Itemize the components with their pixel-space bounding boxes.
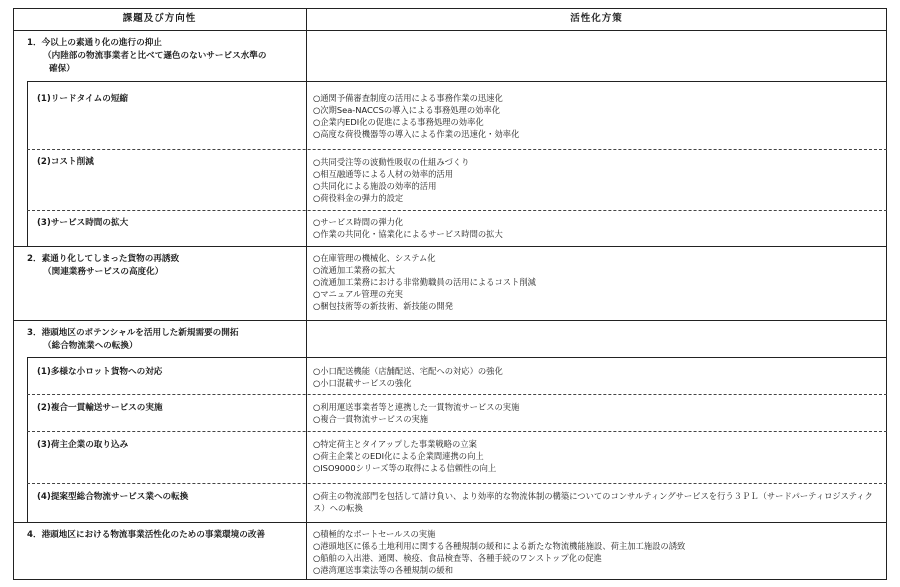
- section-1-subtitle: （内陸部の物流事業者と比べて遜色のないサービス水準の: [43, 51, 267, 61]
- measure-1-1-2: ○次期Sea-NACCSの導入による事務処理の効率化: [313, 105, 501, 115]
- section-2-measures: [313, 252, 879, 312]
- measure-1-3-2: ○作業の共同化・協業化によるサービス時間の拡大: [313, 229, 503, 239]
- measure-3-1-1: ○小口配送機能（店舗配送、宅配への対応）の強化: [313, 366, 503, 376]
- measure-1-2-2: ○相互融通等による人材の効率的活用: [313, 169, 453, 179]
- section-3-subtitle: （総合物流業への転換）: [43, 341, 138, 351]
- measure-1-2-1: ○共同受注等の波動性吸収の仕組みづくり: [313, 157, 470, 167]
- measure-4-3: ○船舶の入出港、通関、検疫、食品検査等、各種手続のワンストップ化の促進: [313, 553, 602, 563]
- measure-3-3-2: ○荷主企業とのEDI化による企業間連携の向上: [313, 451, 484, 461]
- measure-1-1-3: ○企業内EDI化の促進による事務処理の効率化: [313, 117, 484, 127]
- divider-3-3: [27, 483, 887, 484]
- item-3-1-label: (1)多様な小ロット貨物への対応: [37, 367, 163, 377]
- item-1-2-label: (2)コスト削減: [37, 157, 94, 167]
- measure-3-2-1: ○利用運送事業者等と連携した一貫物流サービスの実施: [313, 402, 520, 412]
- measure-2-5: ○梱包技術等の新技術、新技能の開発: [313, 301, 453, 311]
- section-2-subtitle: （関連業務サービスの高度化）: [43, 267, 164, 277]
- section-1-header-divider: [27, 81, 887, 82]
- item-1-1-measures: [313, 92, 879, 140]
- measure-3-3-1: ○特定荷主とタイアップした事業戦略の立案: [313, 439, 477, 449]
- item-1-3-label: (3)サービス時間の拡大: [37, 218, 129, 228]
- item-3-4-label: (4)提案型総合物流サービス業への転換: [37, 492, 189, 502]
- section-1-subtitle-cont: 確保）: [49, 64, 75, 74]
- measure-4-1: ○積極的なポートセールスの実施: [313, 529, 436, 539]
- measure-1-2-3: ○共同化による施設の効率的活用: [313, 181, 437, 191]
- header-divider: [13, 30, 887, 31]
- section-4-measures: [313, 528, 879, 576]
- measure-2-2: ○流通加工業務の拡大: [313, 265, 395, 275]
- header-measures: 活性化方策: [570, 13, 623, 24]
- item-3-3-label: (3)荷主企業の取り込み: [37, 440, 129, 450]
- measure-4-4: ○港湾運送事業法等の各種規制の緩和: [313, 565, 453, 575]
- item-3-1-measures: [313, 365, 879, 389]
- measure-2-1: ○在庫管理の機械化、システム化: [313, 253, 436, 263]
- measure-1-2-4: ○荷役料金の弾力的設定: [313, 193, 404, 203]
- measure-4-2: ○港頭地区に係る土地利用に関する各種規制の緩和による新たな物流機能施設、荷主加工施設の誘致: [313, 541, 686, 551]
- section-4-title: 4．港頭地区における物流事業活性化のための事業環境の改善: [27, 530, 266, 540]
- measure-2-4: ○マニュアル管理の充実: [313, 289, 403, 299]
- measure-2-3: ○流通加工業務における非常勤職員の活用によるコスト削減: [313, 277, 536, 287]
- item-3-2-measures: [313, 401, 879, 425]
- item-1-1-label: (1)リードタイムの短縮: [37, 94, 129, 104]
- item-3-3-measures: [313, 438, 879, 474]
- measure-1-3-1: ○サービス時間の弾力化: [313, 217, 404, 227]
- section-3-bottom: [13, 522, 887, 523]
- divider-1-1: [27, 149, 887, 150]
- measure-3-1-2: ○小口混載サービスの強化: [313, 378, 412, 388]
- section-2-title: 2．素通り化してしまった貨物の再誘致: [27, 254, 180, 264]
- divider-3-2: [27, 431, 887, 432]
- header-issues: 課題及び方向性: [122, 13, 197, 24]
- measure-3-3-3: ○ISO9000シリーズ等の取得による信頼性の向上: [313, 463, 497, 473]
- measure-3-2-2: ○複合一貫物流サービスの実施: [313, 414, 429, 424]
- section-3-indent-line: [27, 357, 28, 522]
- measure-1-1-1: ○通関予備審査制度の活用による事務作業の迅速化: [313, 93, 503, 103]
- column-divider: [306, 8, 307, 580]
- measure-1-1-4: ○高度な荷役機器等の導入による作業の迅速化・効率化: [313, 129, 520, 139]
- item-1-3-measures: [313, 216, 879, 240]
- section-3-header-divider: [27, 357, 887, 358]
- policy-table-page: [13, 8, 887, 580]
- divider-3-1: [27, 394, 887, 395]
- item-3-2-label: (2)複合一貫輸送サービスの実施: [37, 403, 163, 413]
- section-1-indent-line: [27, 81, 28, 246]
- section-1-bottom: [13, 246, 887, 247]
- section-3-title: 3．港頭地区のポテンシャルを活用した新規需要の開拓: [27, 328, 239, 338]
- measure-3-4-1: ○荷主の物流部門を包括して請け負い、より効率的な物流体制の構築についてのコンサルティングサービスを行う３ＰＬ（サードパーティロジスティクス）への転換: [313, 491, 873, 513]
- section-2-bottom: [13, 320, 887, 321]
- item-1-2-measures: [313, 156, 879, 204]
- section-1-title: 1．今以上の素通り化の進行の抑止: [27, 38, 162, 48]
- divider-1-2: [27, 210, 887, 211]
- item-3-4-measures: [313, 490, 879, 514]
